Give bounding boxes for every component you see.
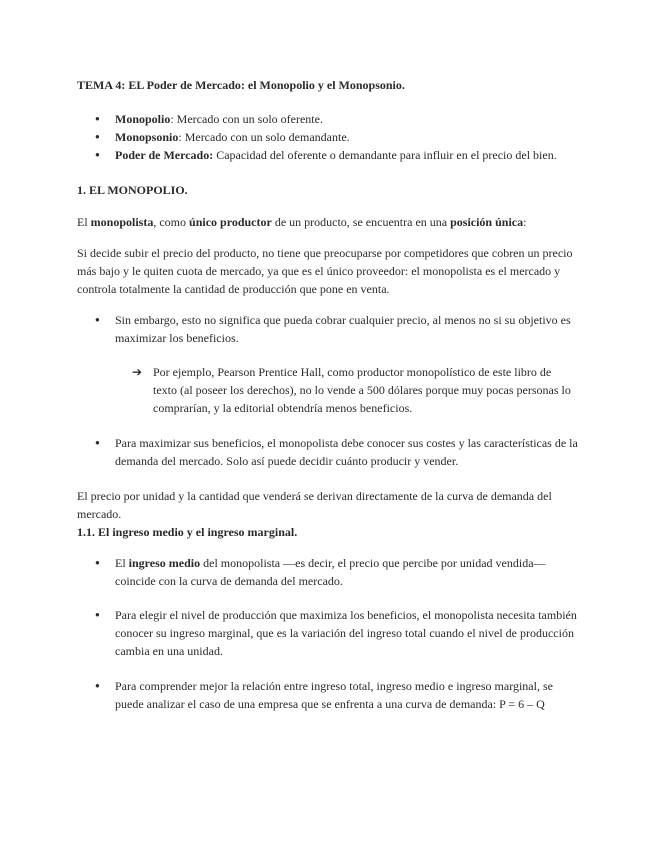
right-arrow-icon: ➔ [132,365,143,379]
example-callout [130,363,578,417]
definition-term: Poder de Mercado: [115,148,214,162]
section-1-bullet-2 [77,434,582,470]
list-item [77,554,582,590]
definition-poder-de-mercado [77,146,582,164]
list-item: ● Para elegir el nivel de producción que maximiza los beneficios, el monopolista necesita también conocer su ingreso marginal, que es la variación del ingreso total cuando el nivel de producción cambia en una unidad. [77,606,582,660]
definition-text: Capacidad del oferente o demandante para influir en el precio del bien. [213,148,557,162]
list-item: ● Sin embargo, esto no significa que pueda cobrar cualquier precio, al menos no si su objetivo es maximizar los beneficios. [77,311,582,347]
section-1-intro [77,213,582,231]
list-item-text: El [115,556,129,570]
intro-text: : [523,215,527,229]
definition-monopolio [77,110,582,128]
definition-text: : Mercado con un solo oferente. [170,112,323,126]
section-1-1-bullet-3 [77,677,582,713]
intro-text: El [77,215,91,229]
example-text: Por ejemplo, Pearson Prentice Hall, como productor monopolístico de este libro de texto (al poseer los derechos), no lo vende a 500 dólares porque muy pocas personas lo comprarían, y la editorial obtendría menos beneficios. [153,365,571,415]
definition-term: Monopsonio [115,130,179,144]
document-title: TEMA 4: EL Poder de Mercado: el Monopolio y el Monopsonio. [77,78,405,92]
section-1-1-bullet-2 [77,606,582,660]
intro-bold: único productor [189,215,272,229]
section-1-heading: 1. EL MONOPOLIO. [77,183,188,197]
list-item [130,363,578,417]
list-item-bold: ingreso medio [128,556,201,570]
section-1-bullet-1 [77,311,582,347]
intro-bold: posición única [450,215,524,229]
definition-text: : Mercado con un solo demandante. [178,130,350,144]
section-1-1-heading: 1.1. El ingreso medio y el ingreso marginal. [77,525,298,539]
definition-monopsonio [77,128,582,146]
list-item-text: del monopolista —es decir, el precio que percibe por unidad vendida— coincide con la curva de demanda del mercado. [115,556,546,588]
section-1-paragraph: Si decide subir el precio del producto, no tiene que preocuparse por competidores que cobren un precio más bajo y le quiten cuota de mercado, ya que es el único proveedor: el monopolista es el mercado y controla totalmente la cantidad de producción que pone en venta. [77,246,573,296]
definition-term: Monopolio [115,112,171,126]
intro-text: de un producto, se encuentra en una [271,215,451,229]
section-1-1-bullet-1 [77,554,582,590]
list-item: ● Para comprender mejor la relación entre ingreso total, ingreso medio e ingreso marginal, se puede analizar el caso de una empresa que se enfrenta a una curva de demanda: P = 6 – Q [77,677,582,713]
section-1-closing: El precio por unidad y la cantidad que venderá se derivan directamente de la curva de demanda del mercado. [77,489,552,521]
list-item: ● Para maximizar sus beneficios, el monopolista debe conocer sus costes y las características de la demanda del mercado. Solo así puede decidir cuánto producir y vender. [77,434,582,470]
intro-text: , como [153,215,190,229]
definitions-list [77,110,582,164]
intro-bold: monopolista [90,215,154,229]
